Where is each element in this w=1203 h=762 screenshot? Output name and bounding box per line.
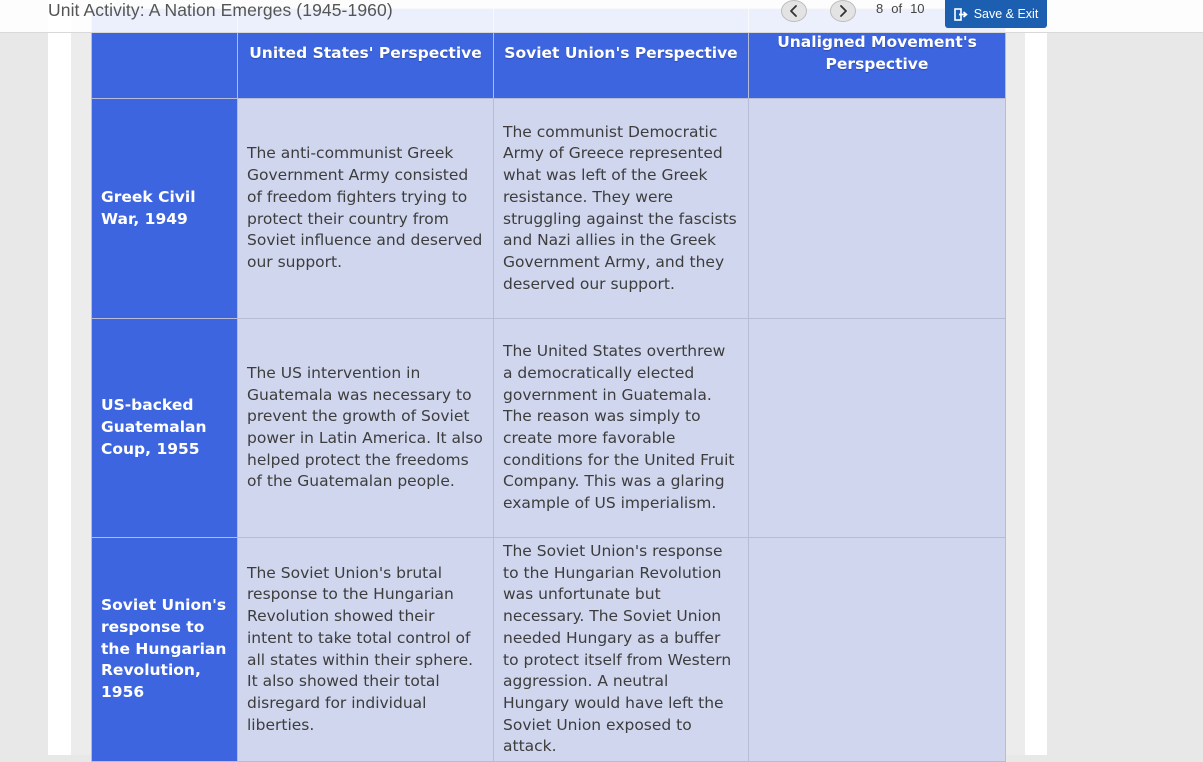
cell-us-perspective: The US intervention in Guatemala was necessary to prevent the growth of Soviet power in Latin America. It also helped protect the freedoms of the Guatemalan people. — [238, 319, 494, 538]
table-row — [92, 538, 1006, 762]
cell-unaligned-perspective[interactable] — [749, 538, 1006, 762]
page-of-label: of — [891, 1, 903, 16]
row-header-event: Soviet Union's response to the Hungarian Revolution, 1956 — [92, 538, 238, 762]
previous-page-button[interactable] — [781, 0, 807, 22]
save-exit-button[interactable] — [945, 0, 1047, 28]
cell-unaligned-perspective[interactable] — [749, 99, 1006, 319]
cell-soviet-perspective: The communist Democratic Army of Greece represented what was left of the Greek resistance. They were struggling against the fascists and Nazi allies in the Greek Government Army, and they deserved our support. — [494, 99, 749, 319]
table-row — [92, 319, 1006, 538]
column-header-soviet: Soviet Union's Perspective — [494, 9, 749, 99]
page-total: 10 — [910, 1, 925, 16]
cell-soviet-perspective: The United States overthrew a democratically elected government in Guatemala. The reason was simply to create more favorable conditions for the United Fruit Company. This was a glaring example of US imperialism. — [494, 319, 749, 538]
page-current: 8 — [876, 1, 884, 16]
cell-unaligned-perspective[interactable] — [749, 319, 1006, 538]
cell-us-perspective: The Soviet Union's brutal response to the Hungarian Revolution showed their intent to take total control of all states within their sphere. It also showed their total disregard for individual liberties. — [238, 538, 494, 762]
top-toolbar — [0, 0, 1203, 33]
page-title: Unit Activity: A Nation Emerges (1945-1960) — [48, 0, 393, 20]
perspectives-table — [91, 8, 1006, 762]
chevron-left-icon — [788, 4, 800, 18]
chevron-right-icon — [837, 4, 849, 18]
column-header-us: United States' Perspective — [238, 9, 494, 99]
row-header-event: US-backed Guatemalan Coup, 1955 — [92, 319, 238, 538]
row-header-event: Greek Civil War, 1949 — [92, 99, 238, 319]
cell-us-perspective: The anti-communist Greek Government Army consisted of freedom fighters trying to protect their country from Soviet influence and deserved our support. — [238, 99, 494, 319]
table-row — [92, 99, 1006, 319]
next-page-button[interactable] — [830, 0, 856, 22]
save-exit-label: Save & Exit — [973, 7, 1039, 21]
exit-door-icon — [954, 8, 968, 21]
page-indicator — [876, 1, 933, 16]
cell-soviet-perspective: The Soviet Union's response to the Hungarian Revolution was unfortunate but necessary. The Soviet Union needed Hungary as a buffer to protect itself from Western aggression. A neutral Hungary would have left the Soviet Union exposed to attack. — [494, 538, 749, 762]
column-header-unaligned: Unaligned Movement's Perspective — [749, 9, 1006, 99]
